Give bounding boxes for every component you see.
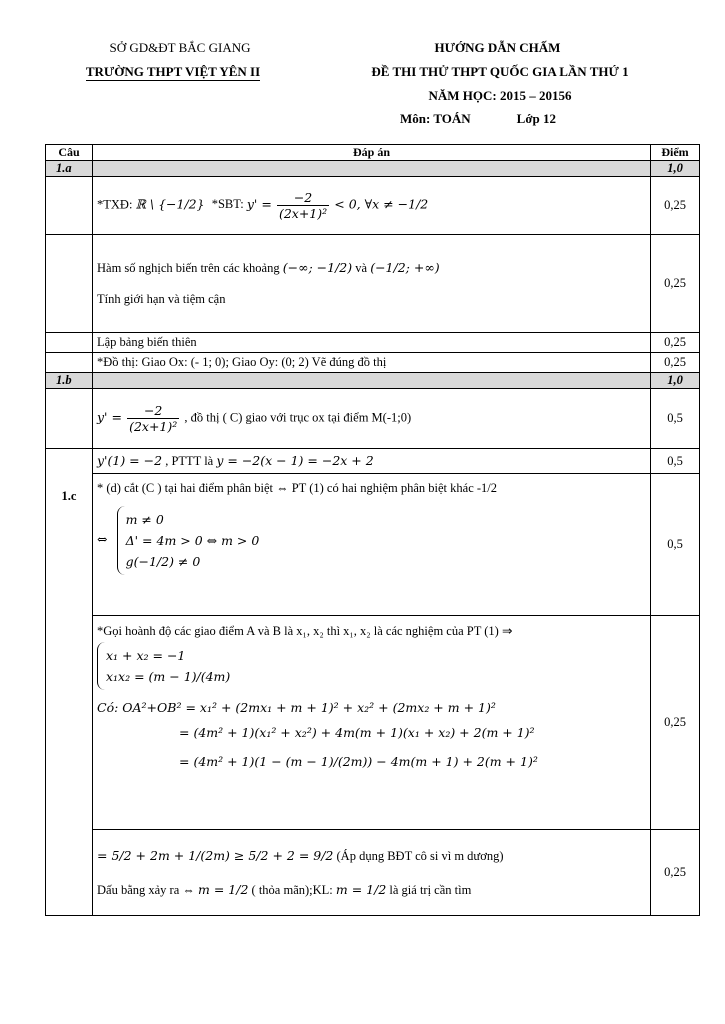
oa-ob-line-1: Có: OA²+OB² = x₁² + (2mx₁ + m + 1)² + x₂² + (2mx₂ + m + 1)² [97, 700, 496, 715]
row-score: 0,5 [651, 449, 700, 474]
row-answer [93, 474, 651, 616]
conclusion-value: m = 1/2 [335, 881, 387, 897]
section-row-1b [46, 373, 700, 389]
interval-1: (−∞; −1/2) [282, 260, 353, 275]
vieta-system [97, 642, 230, 690]
table-row [46, 449, 700, 474]
condition-system [117, 506, 260, 575]
section-label-1c: 1.c [46, 449, 93, 916]
amgm-expression: = 5/2 + 2m + 1/(2m) ≥ 5/2 + 2 = 9/2 [97, 847, 334, 863]
row-score: 0,5 [651, 474, 700, 616]
derivative-label: y' = [97, 409, 122, 425]
cond-line-3: g(−1/2) ≠ 0 [125, 554, 201, 569]
row-answer [93, 177, 651, 235]
answer-table [45, 144, 700, 916]
subject-line [400, 111, 640, 127]
table-row [46, 353, 700, 373]
row-answer: Lập bảng biến thiên [93, 333, 651, 353]
row-score: 0,25 [651, 616, 700, 830]
col-score: Điểm [651, 145, 700, 161]
department-name: SỞ GD&ĐT BẮC GIANG [109, 40, 251, 55]
sbt-label: *SBT: [211, 197, 244, 212]
school-name: TRƯỜNG THPT VIỆT YÊN II [85, 64, 261, 79]
exam-title: ĐỀ THI THỬ THPT QUỐC GIA LẦN THỨ 1 [371, 64, 629, 79]
oa-ob-line-2: = (4m² + 1)(x₁² + x₂²) + 4m(m + 1)(x₁ + x₂) + 2(m + 1)² [179, 725, 535, 740]
row-answer [93, 389, 651, 449]
cond-line-2: Δ' = 4m > 0 ⇔ m > 0 [125, 533, 260, 548]
row-label [46, 353, 93, 373]
col-answer: Đáp án [93, 145, 651, 161]
table-row [46, 616, 700, 830]
table-row [46, 474, 700, 616]
row-answer [93, 449, 651, 474]
vieta-intro: *Gọi hoành độ các giao điểm A và B là x₁, x₂ thì x₁, x₂ là các nghiệm của PT (1) ⇒ [97, 624, 513, 638]
doc-title: HƯỚNG DẪN CHẤM [434, 40, 561, 55]
vieta-product: x₁x₂ = (m − 1)/(4m) [106, 669, 231, 684]
subject: Môn: TOÁN [400, 111, 471, 126]
intersection-text: , đồ thị ( C) giao với trục ox tại điểm M(-1;0) [184, 410, 412, 425]
derivative-tail: < 0, ∀x ≠ −1/2 [334, 196, 429, 212]
section-row-1a [46, 161, 700, 177]
domain-set: ℝ \ {−1/2} [135, 196, 205, 212]
tangent-slope: y'(1) = −2 [97, 453, 163, 468]
and-text: và [355, 261, 368, 275]
derivative-fraction: $\frac{-2}{\text{(2x+1)²}}$ [278, 190, 328, 221]
conclusion-text: ( thỏa mãn);KL: [251, 882, 333, 897]
row-answer [93, 616, 651, 830]
equality-value: m = 1/2 [198, 881, 249, 897]
table-row [46, 830, 700, 916]
derivative-label: y' = [246, 196, 272, 212]
row-score: 0,25 [651, 235, 700, 333]
row-label [46, 177, 93, 235]
interval-2: (−1/2; +∞) [370, 260, 440, 275]
table-header-row [46, 145, 700, 161]
row-label [46, 389, 93, 449]
tangent-text: , PTTT là [165, 454, 214, 468]
table-row [46, 389, 700, 449]
oa-ob-line-3: = (4m² + 1)(1 − (m − 1)/(2m)) − 4m(m + 1) + 2(m + 1)² [179, 754, 538, 769]
vieta-sum: x₁ + x₂ = −1 [106, 648, 186, 663]
limits-text: Tính giới hạn và tiệm cận [97, 292, 226, 306]
equality-text: Dấu bằng xảy ra ⇔ [97, 882, 195, 897]
condition-text: * (d) cắt (C ) tại hai điểm phân biệt ⇔ PT (1) có hai nghiệm phân biệt khác -1/2 [97, 481, 498, 495]
tangent-equation: y = −2(x − 1) = −2x + 2 [216, 453, 374, 468]
monotonic-text: Hàm số nghịch biến trên các khoảng [97, 261, 280, 275]
section-score: 1,0 [651, 373, 700, 389]
cond-line-1: m ≠ 0 [125, 512, 164, 527]
row-answer [93, 830, 651, 916]
table-row [46, 177, 700, 235]
section-label: 1.b [46, 373, 93, 389]
section-label: 1.a [46, 161, 93, 177]
amgm-note: (Áp dụng BĐT cô si vì m dương) [336, 848, 504, 863]
row-score: 0,25 [651, 177, 700, 235]
section-blank [93, 161, 651, 177]
equiv-arrow: ⇔ [97, 531, 108, 547]
row-label [46, 235, 93, 333]
section-score: 1,0 [651, 161, 700, 177]
row-score: 0,25 [651, 353, 700, 373]
conclusion-tail: là giá trị cần tìm [389, 882, 472, 897]
school-year: NĂM HỌC: 2015 – 20156 [428, 88, 572, 103]
row-score: 0,25 [651, 333, 700, 353]
row-answer: *Đồ thị: Giao Ox: (- 1; 0); Giao Oy: (0; 2) Vẽ đúng đồ thị [93, 353, 651, 373]
row-score: 0,5 [651, 389, 700, 449]
txd-label: *TXĐ: [97, 197, 133, 212]
table-row [46, 235, 700, 333]
row-score: 0,25 [651, 830, 700, 916]
section-blank [93, 373, 651, 389]
table-row [46, 333, 700, 353]
row-label [46, 333, 93, 353]
col-question: Câu [46, 145, 93, 161]
row-answer [93, 235, 651, 333]
grade: Lớp 12 [516, 111, 557, 126]
derivative-fraction: $\frac{-2}{\text{(2x+1)²}}$ [129, 403, 178, 434]
